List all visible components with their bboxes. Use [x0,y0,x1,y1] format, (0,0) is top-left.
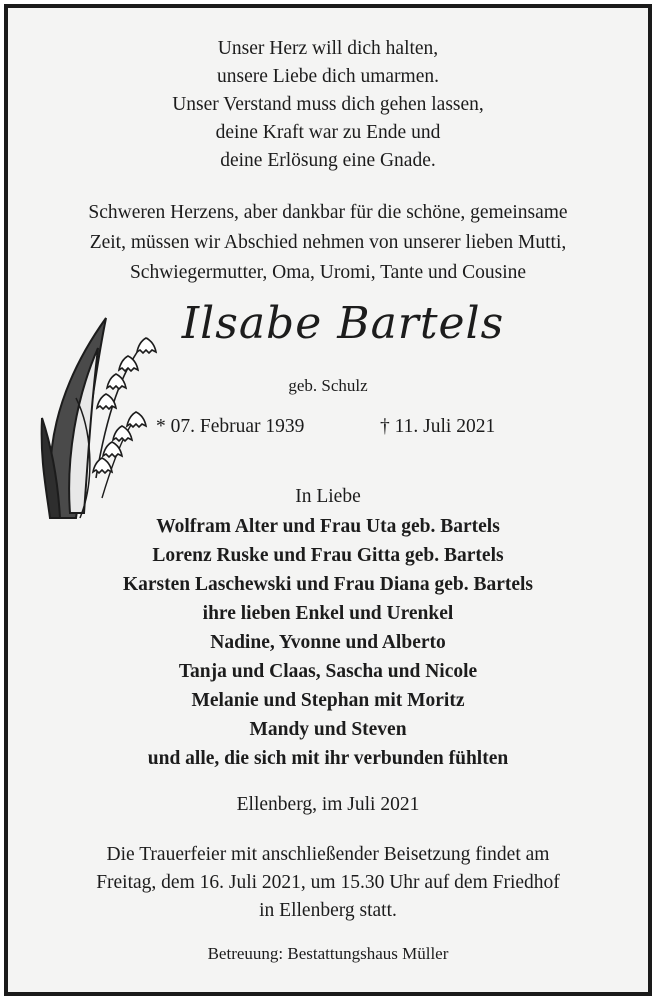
mourner-line: Wolfram Alter und Frau Uta geb. Bartels [156,516,500,537]
mourner-line: Mandy und Steven [249,719,407,740]
mourner-line: Melanie und Stephan mit Moritz [191,690,465,711]
mourner-line: Lorenz Ruske und Frau Gitta geb. Bartels [152,545,504,566]
mourners-heading: In Liebe [295,486,361,507]
deceased-name: Ilsabe Bartels [181,298,505,349]
intro-line: Schwiegermutter, Oma, Uromi, Tante und Cousine [129,262,527,283]
mourner-line: Karsten Laschewski und Frau Diana geb. Bartels [122,574,534,595]
intro-line: Schweren Herzens, aber dankbar für die schöne, gemeinsame [88,202,568,223]
poem-line: unsere Liebe dich umarmen. [217,66,439,87]
service-line: Die Trauerfeier mit anschließender Beisetzung findet am [106,844,550,865]
maiden-name: geb. Schulz [288,376,368,395]
mourner-line: Nadine, Yvonne und Alberto [210,632,446,653]
poem-line: deine Erlösung eine Gnade. [220,150,436,171]
mourner-line: Tanja und Claas, Sascha und Nicole [178,661,478,682]
mourner-line: und alle, die sich mit ihr verbunden fühlten [147,748,509,769]
obituary-notice [8,8,648,992]
funeral-home: Betreuung: Bestattungshaus Müller [207,944,449,963]
death-date: † 11. Juli 2021 [380,416,496,437]
poem-line: Unser Verstand muss dich gehen lassen, [172,94,484,115]
place-date: Ellenberg, im Juli 2021 [236,794,420,815]
mourner-line: ihre lieben Enkel und Urenkel [202,603,454,624]
birth-date: * 07. Februar 1939 [156,416,305,437]
obituary-frame [4,4,652,996]
poem-line: Unser Herz will dich halten, [217,38,439,59]
poem-line: deine Kraft war zu Ende und [215,122,441,143]
service-line: in Ellenberg statt. [259,900,397,921]
intro-line: Zeit, müssen wir Abschied nehmen von unserer lieben Mutti, [89,232,567,253]
service-line: Freitag, dem 16. Juli 2021, um 15.30 Uhr auf dem Friedhof [96,872,560,893]
